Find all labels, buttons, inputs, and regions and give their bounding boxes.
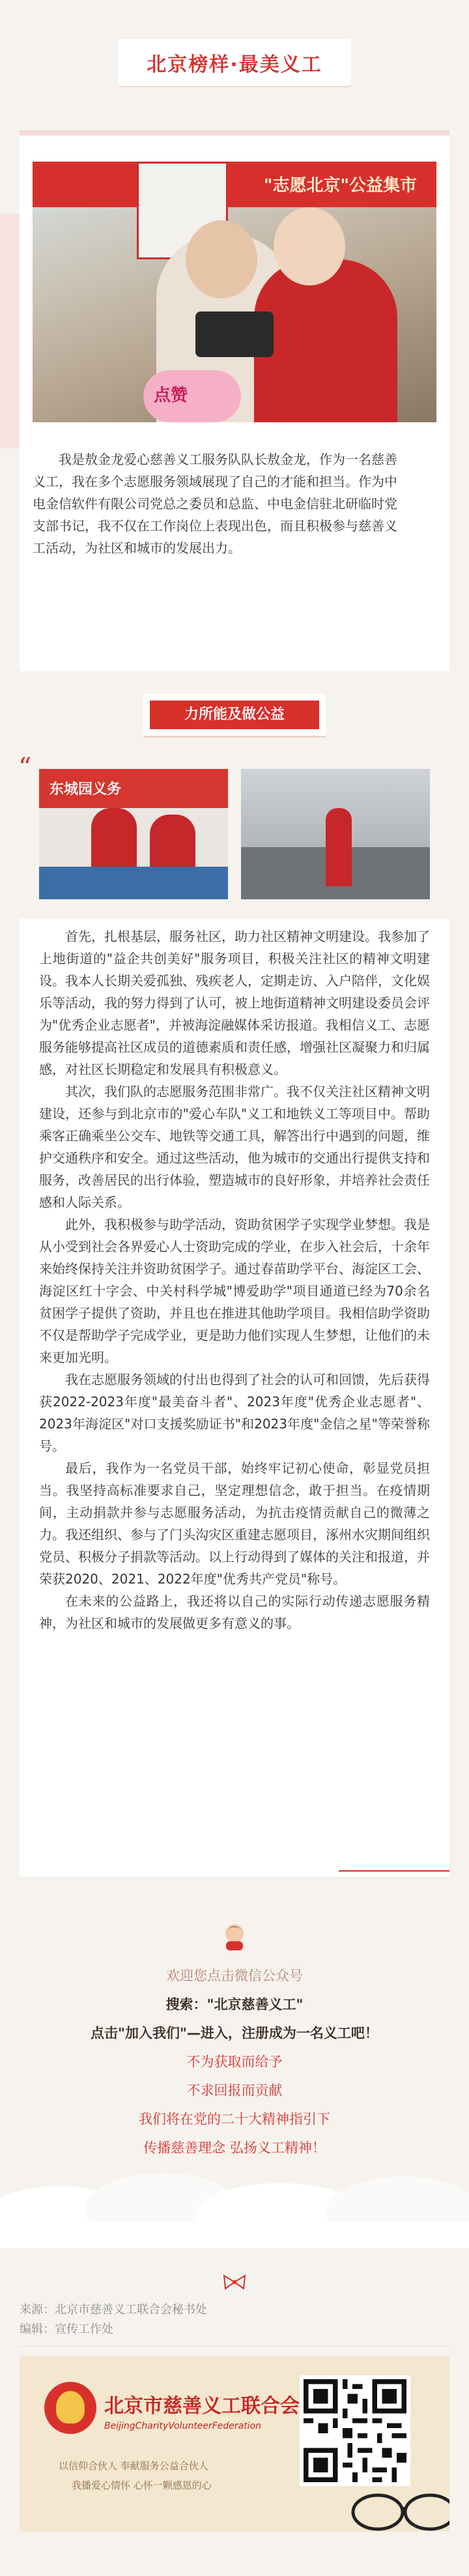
- paragraph-2: 其次，我们队的志愿服务范围非常广。我不仅关注社区精神文明建设，还参与到北京市的"爱心车队"义工和地铁义工等项目中。帮助乘客正确乘坐公交车、地铁等交通工具，解答出行中遇到的问题，维护交通秩序和安全。通过这些活动，他为城市的交通出行提供支持和服务，改善居民的出行体验，塑造城市的良好形象，并培养社会责任感和人际关系。: [39, 1084, 430, 1210]
- photo-row: [39, 769, 430, 899]
- woman-head: [186, 220, 257, 298]
- section-label: 力所能及做公益: [150, 701, 319, 729]
- footer-line-1: 欢迎您点击微信公众号: [166, 1968, 303, 1984]
- footer-line-3: 点击"加入我们"—进入，注册成为一名义工吧！: [91, 2025, 378, 2041]
- camera-icon: [195, 311, 274, 357]
- brand-name: 北京市慈善义工联合会: [104, 2395, 300, 2418]
- footer-line-5: 不求回报而贡献: [186, 2083, 283, 2098]
- paragraph-4: 我在志愿服务领域的付出也得到了社会的认可和回馈，先后获得获2022-2023年度"最美奋斗者"、2023年度"优秀企业志愿者"、2023年海淀区"对口支援奖励证书"和2023年度"金信之星"等荣誉称号。: [39, 1372, 430, 1454]
- footer-line-4: 不为获取而给予: [186, 2054, 283, 2070]
- section-header: [143, 694, 326, 736]
- paragraph-1: 首先，扎根基层，服务社区，助力社区精神文明建设。我参加了上地街道的"益企共创美好"服务项目，积极关注社区的精神文明建设。我本人长期关爱孤独、残疾老人，定期走访、入户陪伴，文化娱乐等活动，我的努力得到了认可，被上地街道精神文明建设委员会评为"优秀企业志愿者"，并被海淀融媒体采访报道。我相信义工、志愿服务能够提高社区成员的道德素质和责任感，增强社区凝聚力和归属感，对社区长期稳定和发展具有积极意义。: [39, 929, 430, 1077]
- bow-icon: [221, 2274, 248, 2290]
- paragraph-3: 此外，我积极参与助学活动，资助贫困学子实现学业梦想。我是从小受到社会各界爱心人士资助完成的学业，在步入社会后，十余年来始终保持关注并资助贫困学子。通过春苗助学平台、海淀区工会、海淀区红十字会、中关村科学城"博爱助学"项目通道已经为70余名贫困学子提供了资助，并且也在推进其他助学项目。我相信助学资助不仅是帮助学子完成学业，更是助力他们实现人生梦想，让他们的未来更加光明。: [39, 1217, 430, 1365]
- glasses-icon: [345, 2486, 449, 2532]
- footer-text: [0, 1961, 469, 2162]
- volunteer-figure: [254, 259, 397, 422]
- volunteer-head: [274, 207, 345, 285]
- footer-line-2: 搜索："北京慈善义工": [165, 1997, 304, 2012]
- footer-line-6: 我们将在党的二十大精神指引下: [139, 2111, 330, 2127]
- title-area: [0, 39, 469, 86]
- federation-logo: [44, 2382, 96, 2434]
- brand-card: [20, 2356, 449, 2532]
- brand-slogan-1: 以信仰合伙人 奉献服务公益合伙人: [59, 2460, 208, 2472]
- source-text: 来源：北京市慈善义工联合会秘书处: [20, 2303, 207, 2317]
- subway-volunteer: [326, 808, 352, 886]
- footer-line-7: 传播慈善理念 弘扬义工精神！: [143, 2140, 326, 2156]
- clouds-decoration: [0, 2150, 469, 2248]
- page-title: 北京榜样·最美义工: [118, 39, 350, 86]
- booth-photo[interactable]: [39, 769, 228, 899]
- intro-card: [20, 130, 449, 671]
- brand-slogan-2: 我播爱心情怀 心怀一颗感恩的心: [72, 2480, 212, 2491]
- avatar-icon: [218, 1919, 251, 1952]
- volunteer-photo[interactable]: [33, 162, 436, 422]
- qr-code[interactable]: [300, 2375, 410, 2486]
- quote-icon: “: [18, 753, 32, 783]
- booth-banner-text: 东城园义务: [50, 781, 122, 798]
- event-banner-text: "志愿北京"公益集市: [263, 176, 417, 195]
- qr-code-icon: [304, 2379, 406, 2482]
- paragraph-6: 在未来的公益路上，我还将以自己的实际行动传递志愿服务精神，为社区和城市的发展做更多有意义的事。: [39, 1593, 430, 1631]
- article-meta: [20, 2300, 207, 2339]
- booth-table: [39, 867, 228, 899]
- logo-heart-icon: [56, 2391, 85, 2424]
- meta-divider: [20, 2346, 449, 2347]
- intro-paragraph: 我是敖金龙爱心慈善义工服务队队长敖金龙，作为一名慈善义工，我在多个志愿服务领域展现了自己的才能和担当。作为中电金信软件有限公司党总之委员和总监、中电金信驻北研临时党支部书记，我不仅在工作岗位上表现出色，而且积极参与慈善义工活动，为社区和城市的发展出力。: [33, 452, 397, 556]
- paragraph-5: 最后，我作为一名党员干部，始终牢记初心使命，彰显党员担当。我坚持高标准要求自己，坚定理想信念，敢于担当。在疫情期间，主动捐款并参与志愿服务活动，为抗击疫情贡献自己的微薄之力。我还组织、参与了门头沟灾区重建志愿项目，涿州水灾期间组织党员、积极分子捐款等活动。以上行动得到了媒体的关注和报道，并荣获2020、2021、2022年度"优秀共产党员"称号。: [39, 1460, 430, 1587]
- like-bubble-text: 点赞: [154, 386, 188, 405]
- brand-name-en: BeijingCharityVolunteerFederation: [104, 2421, 262, 2431]
- subway-photo[interactable]: [241, 769, 430, 899]
- end-divider: [339, 1870, 449, 1872]
- editor-text: 编辑：宣传工作处: [20, 2323, 113, 2336]
- story-text: [39, 925, 430, 1634]
